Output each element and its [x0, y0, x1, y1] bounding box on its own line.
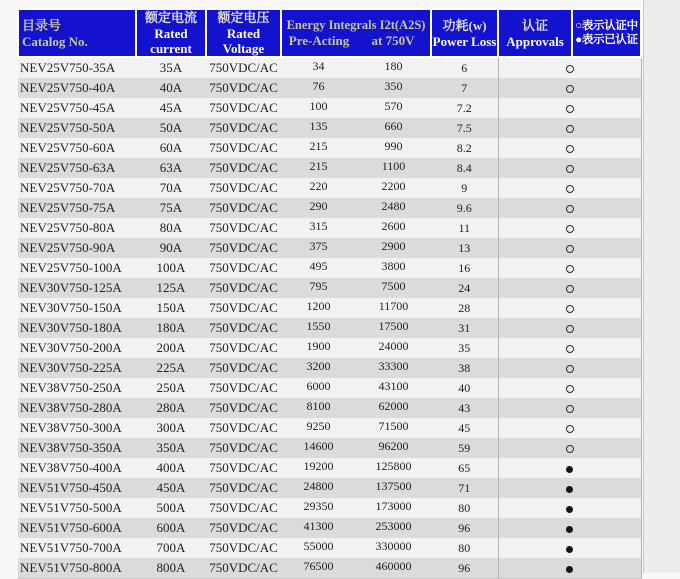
power-loss-cell: 40: [431, 378, 498, 398]
col-header-rated-current-en: Rated current: [150, 26, 192, 56]
catalog-no-cell: NEV25V750-35A: [18, 57, 136, 78]
approval-status-cell: [498, 258, 641, 278]
col-header-energy-subheaders: [282, 33, 430, 48]
rated-voltage-cell: 750VDC/AC: [206, 158, 281, 178]
catalog-no-cell: NEV30V750-125A: [18, 278, 136, 298]
catalog-no-cell: NEV30V750-225A: [18, 358, 136, 378]
approval-pending-icon: [566, 325, 574, 333]
table-row: [18, 398, 641, 418]
col-header-power-loss: [431, 9, 498, 57]
power-loss-cell: 16: [431, 258, 498, 278]
at-750v-i2t-cell: 96200: [356, 438, 431, 458]
pre-acting-i2t-cell: 76500: [281, 558, 356, 579]
approval-status-cell: [498, 538, 641, 558]
rated-current-cell: 700A: [136, 538, 206, 558]
col-header-catalog-en: Catalog No.: [22, 33, 88, 49]
approval-status-cell: [498, 378, 641, 398]
approval-status-cell: [498, 118, 641, 138]
table-row: [18, 558, 641, 579]
rated-current-cell: 70A: [136, 178, 206, 198]
rated-voltage-cell: 750VDC/AC: [206, 458, 281, 478]
approval-certified-icon: [566, 526, 573, 533]
col-header-rated-voltage: [206, 9, 281, 57]
power-loss-cell: 6: [431, 57, 498, 78]
table-row: [18, 418, 641, 438]
approval-pending-icon: [566, 185, 574, 193]
rated-current-cell: 225A: [136, 358, 206, 378]
col-header-power-loss-en: Power Loss: [432, 33, 497, 49]
approval-status-cell: [498, 238, 641, 258]
catalog-no-cell: NEV25V750-60A: [18, 138, 136, 158]
table-row: [18, 198, 641, 218]
catalog-no-cell: NEV25V750-50A: [18, 118, 136, 138]
at-750v-i2t-cell: 990: [356, 138, 431, 158]
power-loss-cell: 59: [431, 438, 498, 458]
header-row: [18, 9, 641, 57]
approval-certified-icon: [566, 466, 573, 473]
rated-voltage-cell: 750VDC/AC: [206, 198, 281, 218]
rated-voltage-cell: 750VDC/AC: [206, 478, 281, 498]
table-row: [18, 518, 641, 538]
approval-status-cell: [498, 418, 641, 438]
rated-current-cell: 150A: [136, 298, 206, 318]
rated-voltage-cell: 750VDC/AC: [206, 378, 281, 398]
power-loss-cell: 7: [431, 78, 498, 98]
power-loss-cell: 13: [431, 238, 498, 258]
rated-current-cell: 180A: [136, 318, 206, 338]
rated-current-cell: 200A: [136, 338, 206, 358]
power-loss-cell: 96: [431, 518, 498, 538]
catalog-no-cell: NEV25V750-80A: [18, 218, 136, 238]
approval-pending-icon: [566, 305, 574, 313]
catalog-no-cell: NEV51V750-800A: [18, 558, 136, 579]
at-750v-i2t-cell: 2600: [356, 218, 431, 238]
catalog-no-cell: NEV30V750-200A: [18, 338, 136, 358]
rated-voltage-cell: 750VDC/AC: [206, 558, 281, 579]
catalog-no-cell: NEV51V750-700A: [18, 538, 136, 558]
approval-status-cell: [498, 498, 641, 518]
pre-acting-i2t-cell: 55000: [281, 538, 356, 558]
table-row: [18, 438, 641, 458]
approval-status-cell: [498, 518, 641, 538]
fuse-spec-table-wrap: [17, 8, 642, 579]
approval-pending-icon: [566, 445, 574, 453]
table-row: [18, 57, 641, 78]
approval-pending-icon: [566, 165, 574, 173]
pre-acting-i2t-cell: 315: [281, 218, 356, 238]
col-header-catalog-zh: 目录号: [22, 17, 62, 33]
rated-voltage-cell: 750VDC/AC: [206, 298, 281, 318]
rated-current-cell: 350A: [136, 438, 206, 458]
at-750v-i2t-cell: 137500: [356, 478, 431, 498]
approval-status-cell: [498, 318, 641, 338]
approval-pending-icon: [566, 125, 574, 133]
pre-acting-i2t-cell: 9250: [281, 418, 356, 438]
table-row: [18, 218, 641, 238]
legend-pending-line: ○表示认证中: [575, 20, 638, 32]
catalog-no-cell: NEV25V750-70A: [18, 178, 136, 198]
catalog-no-cell: NEV38V750-350A: [18, 438, 136, 458]
approval-status-cell: [498, 278, 641, 298]
rated-voltage-cell: 750VDC/AC: [206, 118, 281, 138]
at-750v-i2t-cell: 17500: [356, 318, 431, 338]
at-750v-i2t-cell: 350: [356, 78, 431, 98]
power-loss-cell: 7.5: [431, 118, 498, 138]
approval-pending-icon: [566, 365, 574, 373]
rated-current-cell: 35A: [136, 57, 206, 78]
approval-status-cell: [498, 178, 641, 198]
rated-voltage-cell: 750VDC/AC: [206, 398, 281, 418]
rated-current-cell: 450A: [136, 478, 206, 498]
table-row: [18, 118, 641, 138]
table-row: [18, 538, 641, 558]
approval-status-cell: [498, 458, 641, 478]
approval-pending-icon: [566, 385, 574, 393]
rated-voltage-cell: 750VDC/AC: [206, 518, 281, 538]
col-header-energy-integrals: [281, 9, 431, 57]
rated-current-cell: 250A: [136, 378, 206, 398]
page-right-gutter: [643, 0, 680, 573]
catalog-no-cell: NEV38V750-250A: [18, 378, 136, 398]
col-header-approvals: [498, 9, 572, 57]
table-row: [18, 178, 641, 198]
table-row: [18, 498, 641, 518]
pre-acting-i2t-cell: 3200: [281, 358, 356, 378]
pre-acting-i2t-cell: 375: [281, 238, 356, 258]
rated-current-cell: 60A: [136, 138, 206, 158]
power-loss-cell: 43: [431, 398, 498, 418]
rated-voltage-cell: 750VDC/AC: [206, 98, 281, 118]
table-header: [18, 9, 641, 57]
at-750v-i2t-cell: 33300: [356, 358, 431, 378]
table-row: [18, 78, 641, 98]
approval-certified-icon: [566, 566, 573, 573]
col-header-rated-voltage-en: Rated Voltage: [222, 26, 265, 56]
at-750v-i2t-cell: 2900: [356, 238, 431, 258]
rated-voltage-cell: 750VDC/AC: [206, 338, 281, 358]
approval-pending-icon: [566, 205, 574, 213]
approval-status-cell: [498, 358, 641, 378]
pre-acting-i2t-cell: 290: [281, 198, 356, 218]
power-loss-cell: 7.2: [431, 98, 498, 118]
col-header-rated-current: [136, 9, 206, 57]
catalog-no-cell: NEV51V750-600A: [18, 518, 136, 538]
approval-status-cell: [498, 78, 641, 98]
approval-status-cell: [498, 138, 641, 158]
approval-pending-icon: [566, 85, 574, 93]
power-loss-cell: 28: [431, 298, 498, 318]
pre-acting-i2t-cell: 29350: [281, 498, 356, 518]
at-750v-i2t-cell: 62000: [356, 398, 431, 418]
rated-voltage-cell: 750VDC/AC: [206, 438, 281, 458]
power-loss-cell: 65: [431, 458, 498, 478]
at-750v-i2t-cell: 24000: [356, 338, 431, 358]
table-body: [18, 57, 641, 579]
at-750v-i2t-cell: 71500: [356, 418, 431, 438]
power-loss-cell: 11: [431, 218, 498, 238]
rated-voltage-cell: 750VDC/AC: [206, 318, 281, 338]
table-row: [18, 378, 641, 398]
col-header-at-750v: at 750V: [371, 33, 415, 48]
pre-acting-i2t-cell: 6000: [281, 378, 356, 398]
catalog-no-cell: NEV25V750-100A: [18, 258, 136, 278]
rated-voltage-cell: 750VDC/AC: [206, 258, 281, 278]
pre-acting-i2t-cell: 41300: [281, 518, 356, 538]
col-header-pre-acting: Pre-Acting: [288, 33, 350, 48]
rated-voltage-cell: 750VDC/AC: [206, 538, 281, 558]
power-loss-cell: 45: [431, 418, 498, 438]
pre-acting-i2t-cell: 34: [281, 57, 356, 78]
power-loss-cell: 38: [431, 358, 498, 378]
approval-status-cell: [498, 338, 641, 358]
rated-current-cell: 125A: [136, 278, 206, 298]
at-750v-i2t-cell: 660: [356, 118, 431, 138]
at-750v-i2t-cell: 330000: [356, 538, 431, 558]
pre-acting-i2t-cell: 220: [281, 178, 356, 198]
pre-acting-i2t-cell: 24800: [281, 478, 356, 498]
approval-certified-icon: [566, 506, 573, 513]
rated-current-cell: 50A: [136, 118, 206, 138]
pre-acting-i2t-cell: 100: [281, 98, 356, 118]
pre-acting-i2t-cell: 19200: [281, 458, 356, 478]
table-row: [18, 258, 641, 278]
at-750v-i2t-cell: 1100: [356, 158, 431, 178]
rated-voltage-cell: 750VDC/AC: [206, 358, 281, 378]
col-header-approvals-zh: 认证: [522, 17, 549, 33]
catalog-no-cell: NEV25V750-63A: [18, 158, 136, 178]
approval-status-cell: [498, 57, 641, 78]
pre-acting-i2t-cell: 1550: [281, 318, 356, 338]
rated-voltage-cell: 750VDC/AC: [206, 418, 281, 438]
table-row: [18, 318, 641, 338]
pre-acting-i2t-cell: 8100: [281, 398, 356, 418]
rated-voltage-cell: 750VDC/AC: [206, 57, 281, 78]
rated-current-cell: 40A: [136, 78, 206, 98]
at-750v-i2t-cell: 570: [356, 98, 431, 118]
catalog-no-cell: NEV30V750-150A: [18, 298, 136, 318]
catalog-no-cell: NEV38V750-400A: [18, 458, 136, 478]
catalog-no-cell: NEV25V750-40A: [18, 78, 136, 98]
approval-pending-icon: [566, 145, 574, 153]
at-750v-i2t-cell: 125800: [356, 458, 431, 478]
approval-status-cell: [498, 158, 641, 178]
power-loss-cell: 9: [431, 178, 498, 198]
approval-status-cell: [498, 198, 641, 218]
approval-status-cell: [498, 98, 641, 118]
at-750v-i2t-cell: 253000: [356, 518, 431, 538]
pre-acting-i2t-cell: 495: [281, 258, 356, 278]
approval-certified-icon: [566, 546, 573, 553]
rated-voltage-cell: 750VDC/AC: [206, 178, 281, 198]
table-row: [18, 338, 641, 358]
catalog-no-cell: NEV51V750-500A: [18, 498, 136, 518]
approval-certified-icon: [566, 486, 573, 493]
rated-voltage-cell: 750VDC/AC: [206, 498, 281, 518]
col-header-approvals-en: Approvals: [506, 33, 564, 49]
approval-pending-icon: [566, 245, 574, 253]
table-row: [18, 158, 641, 178]
approval-pending-icon: [566, 265, 574, 273]
power-loss-cell: 35: [431, 338, 498, 358]
pre-acting-i2t-cell: 76: [281, 78, 356, 98]
col-header-energy-title: Energy Integrals I2t(A2S): [286, 18, 426, 32]
catalog-no-cell: NEV25V750-75A: [18, 198, 136, 218]
approval-status-cell: [498, 558, 641, 579]
approval-status-cell: [498, 398, 641, 418]
at-750v-i2t-cell: 7500: [356, 278, 431, 298]
pre-acting-i2t-cell: 215: [281, 158, 356, 178]
rated-voltage-cell: 750VDC/AC: [206, 218, 281, 238]
at-750v-i2t-cell: 43100: [356, 378, 431, 398]
power-loss-cell: 8.2: [431, 138, 498, 158]
power-loss-cell: 71: [431, 478, 498, 498]
approval-status-cell: [498, 438, 641, 458]
power-loss-cell: 9.6: [431, 198, 498, 218]
power-loss-cell: 80: [431, 498, 498, 518]
catalog-no-cell: NEV30V750-180A: [18, 318, 136, 338]
at-750v-i2t-cell: 173000: [356, 498, 431, 518]
approval-pending-icon: [566, 405, 574, 413]
at-750v-i2t-cell: 460000: [356, 558, 431, 579]
col-header-approval-legend: [572, 9, 641, 57]
at-750v-i2t-cell: 3800: [356, 258, 431, 278]
table-row: [18, 478, 641, 498]
table-row: [18, 98, 641, 118]
pre-acting-i2t-cell: 1900: [281, 338, 356, 358]
rated-current-cell: 63A: [136, 158, 206, 178]
catalog-no-cell: NEV38V750-300A: [18, 418, 136, 438]
at-750v-i2t-cell: 180: [356, 57, 431, 78]
pre-acting-i2t-cell: 135: [281, 118, 356, 138]
legend-certified-line: ●表示已认证: [575, 34, 638, 46]
catalog-no-cell: NEV25V750-90A: [18, 238, 136, 258]
approval-pending-icon: [566, 345, 574, 353]
approval-status-cell: [498, 218, 641, 238]
approval-status-cell: [498, 478, 641, 498]
power-loss-cell: 24: [431, 278, 498, 298]
pre-acting-i2t-cell: 1200: [281, 298, 356, 318]
rated-current-cell: 500A: [136, 498, 206, 518]
rated-voltage-cell: 750VDC/AC: [206, 238, 281, 258]
col-header-rated-voltage-zh: 额定电压: [217, 10, 270, 25]
at-750v-i2t-cell: 2480: [356, 198, 431, 218]
power-loss-cell: 96: [431, 558, 498, 579]
at-750v-i2t-cell: 2200: [356, 178, 431, 198]
power-loss-cell: 80: [431, 538, 498, 558]
approval-pending-icon: [566, 65, 574, 73]
rated-current-cell: 800A: [136, 558, 206, 579]
approval-pending-icon: [566, 225, 574, 233]
rated-current-cell: 600A: [136, 518, 206, 538]
rated-current-cell: 80A: [136, 218, 206, 238]
table-row: [18, 358, 641, 378]
approval-pending-icon: [566, 285, 574, 293]
table-row: [18, 298, 641, 318]
approval-pending-icon: [566, 425, 574, 433]
pre-acting-i2t-cell: 14600: [281, 438, 356, 458]
rated-current-cell: 300A: [136, 418, 206, 438]
power-loss-cell: 8.4: [431, 158, 498, 178]
approval-pending-icon: [566, 105, 574, 113]
pre-acting-i2t-cell: 795: [281, 278, 356, 298]
rated-voltage-cell: 750VDC/AC: [206, 78, 281, 98]
table-row: [18, 278, 641, 298]
col-header-catalog-no: [18, 9, 136, 57]
catalog-no-cell: NEV38V750-280A: [18, 398, 136, 418]
fuse-spec-table: [17, 8, 642, 579]
rated-current-cell: 90A: [136, 238, 206, 258]
rated-current-cell: 400A: [136, 458, 206, 478]
table-row: [18, 458, 641, 478]
power-loss-cell: 31: [431, 318, 498, 338]
rated-voltage-cell: 750VDC/AC: [206, 278, 281, 298]
table-row: [18, 238, 641, 258]
rated-voltage-cell: 750VDC/AC: [206, 138, 281, 158]
catalog-no-cell: NEV51V750-450A: [18, 478, 136, 498]
rated-current-cell: 45A: [136, 98, 206, 118]
rated-current-cell: 75A: [136, 198, 206, 218]
rated-current-cell: 100A: [136, 258, 206, 278]
table-row: [18, 138, 641, 158]
at-750v-i2t-cell: 11700: [356, 298, 431, 318]
catalog-no-cell: NEV25V750-45A: [18, 98, 136, 118]
pre-acting-i2t-cell: 215: [281, 138, 356, 158]
col-header-power-loss-zh: 功耗(w): [442, 17, 487, 33]
rated-current-cell: 280A: [136, 398, 206, 418]
col-header-rated-current-zh: 额定电流: [144, 10, 197, 25]
approval-status-cell: [498, 298, 641, 318]
